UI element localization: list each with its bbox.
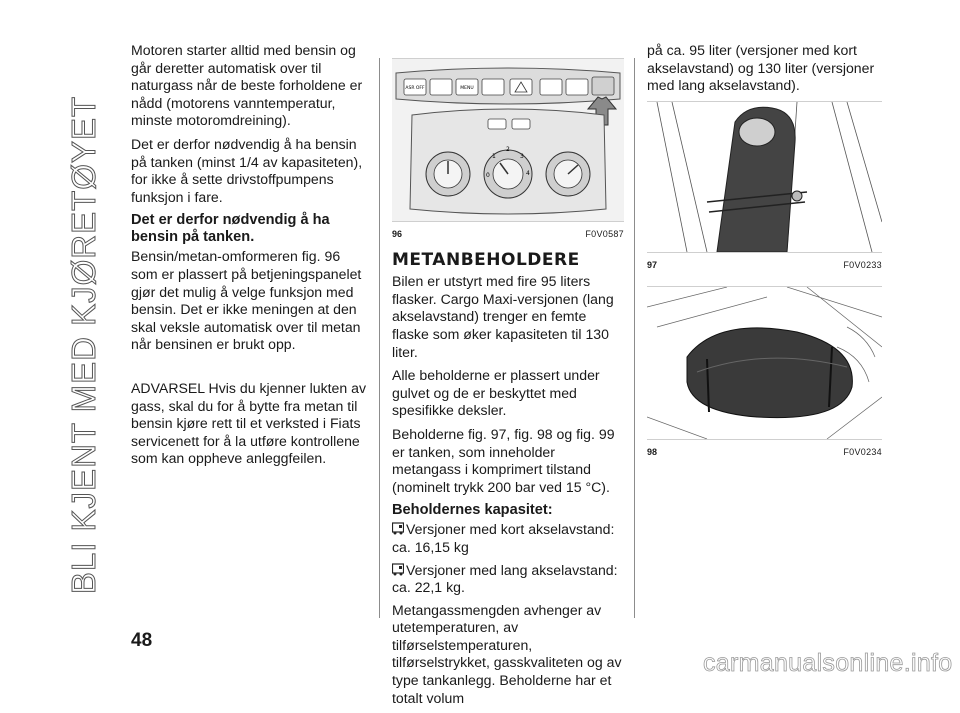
truck-icon <box>392 522 404 535</box>
column-1 <box>131 42 366 474</box>
page-number: 48 <box>131 630 153 651</box>
paragraph: Motoren starter alltid med bensin og går deretter automatisk over til naturgass når de beste forholdene er nådd (motorens vanntemperatur, minste motoromdreining). <box>131 42 363 129</box>
figure-98 <box>647 286 882 440</box>
menu-label: MENU <box>460 86 474 91</box>
figure-number: 96 <box>392 229 403 239</box>
subheading: Det er derfor nødvendig å ha bensin på tanken. <box>131 212 330 246</box>
figure-caption <box>647 257 882 275</box>
paragraph: på ca. 95 liter (versjoner med kort akselavstand) og 130 liter (versjoner med lang akselavstand). <box>647 42 875 94</box>
right-knob <box>546 152 590 196</box>
watermark: carmanualsonline.info <box>703 649 953 677</box>
column-divider <box>634 58 635 618</box>
bullet-text: Versjoner med kort akselavstand: ca. 16,15 kg <box>392 521 615 555</box>
bullet-text: Versjoner med lang akselavstand: ca. 22,1 kg. <box>392 561 618 596</box>
scale-label: 0 <box>486 172 490 179</box>
warning-paragraph: ADVARSEL Hvis du kjenner lukten av gass, skal du for å bytte fra metan til bensin kjøre rett til et verksted i Fiats servicenett for å la utføre kontrollene som kan oppheve anleggfeilen. <box>131 379 367 467</box>
subheading: Beholdernes kapasitet: <box>392 502 553 519</box>
bullet-item <box>392 521 624 556</box>
figure-96 <box>392 58 624 222</box>
paragraph: Bensin/metan-omformeren fig. 96 som er plassert på betjeningspanelet gjør det mulig å velge funksjon med bensin. Det er ikke meningen at den skal veksle automatisk over til metan når bensinen er brukt opp. <box>131 248 362 353</box>
paragraph: Beholderne fig. 97, fig. 98 og fig. 99 er tanken, som inneholder metangass i komprimert tilstand (nominelt trykk 200 bar ved 15 °C). <box>392 425 615 495</box>
figure-caption <box>392 226 624 244</box>
scale-label: 2 <box>506 146 510 153</box>
tank-installation-illustration <box>647 287 882 439</box>
figure-code: F0V0233 <box>843 259 882 270</box>
figure-97 <box>647 101 882 253</box>
figure-number: 97 <box>647 259 658 270</box>
scale-label: 4 <box>526 170 530 177</box>
scale-label: 1 <box>492 153 496 160</box>
figure-number: 98 <box>647 447 658 458</box>
figure-code: F0V0587 <box>585 229 624 239</box>
truck-icon <box>392 563 404 576</box>
paragraph: Det er derfor nødvendig å ha bensin på tanken (minst 1/4 av kapasiteten), for ikke å sette drivstoffpumpens funksjon i fare. <box>131 135 363 205</box>
left-knob <box>426 152 470 196</box>
column-2 <box>392 42 624 713</box>
tank-underbody-illustration <box>647 102 882 252</box>
paragraph: Bilen er utstyrt med fire 95 liters flasker. Cargo Maxi-versjonen (lang akselavstand) trenger en femte flaske som øker kapasiteten til 130 liter. <box>392 273 614 360</box>
dashboard-switch-illustration <box>392 59 624 221</box>
scale-label: 3 <box>520 153 524 160</box>
paragraph: Alle beholderne er plassert under gulvet og de er beskyttet med spesifikke deksler. <box>392 367 600 419</box>
bullet-item <box>392 562 624 597</box>
figure-caption <box>647 444 882 462</box>
paragraph: Metangassmengden avhenger av utetemperaturen, av tilførselstemperaturen, tilførselstrykket, gasskvaliteten og av type tankanlegg. Beholderne har et totalt volum <box>392 601 622 706</box>
section-heading: METANBEHOLDERE <box>392 249 580 270</box>
column-divider <box>379 58 380 618</box>
column-3 <box>647 42 882 462</box>
figure-code: F0V0234 <box>843 447 882 458</box>
asr-off-label: ASR OFF <box>405 86 425 91</box>
side-section-title: BLI KJENT MED KJØRETØYET <box>65 95 102 595</box>
